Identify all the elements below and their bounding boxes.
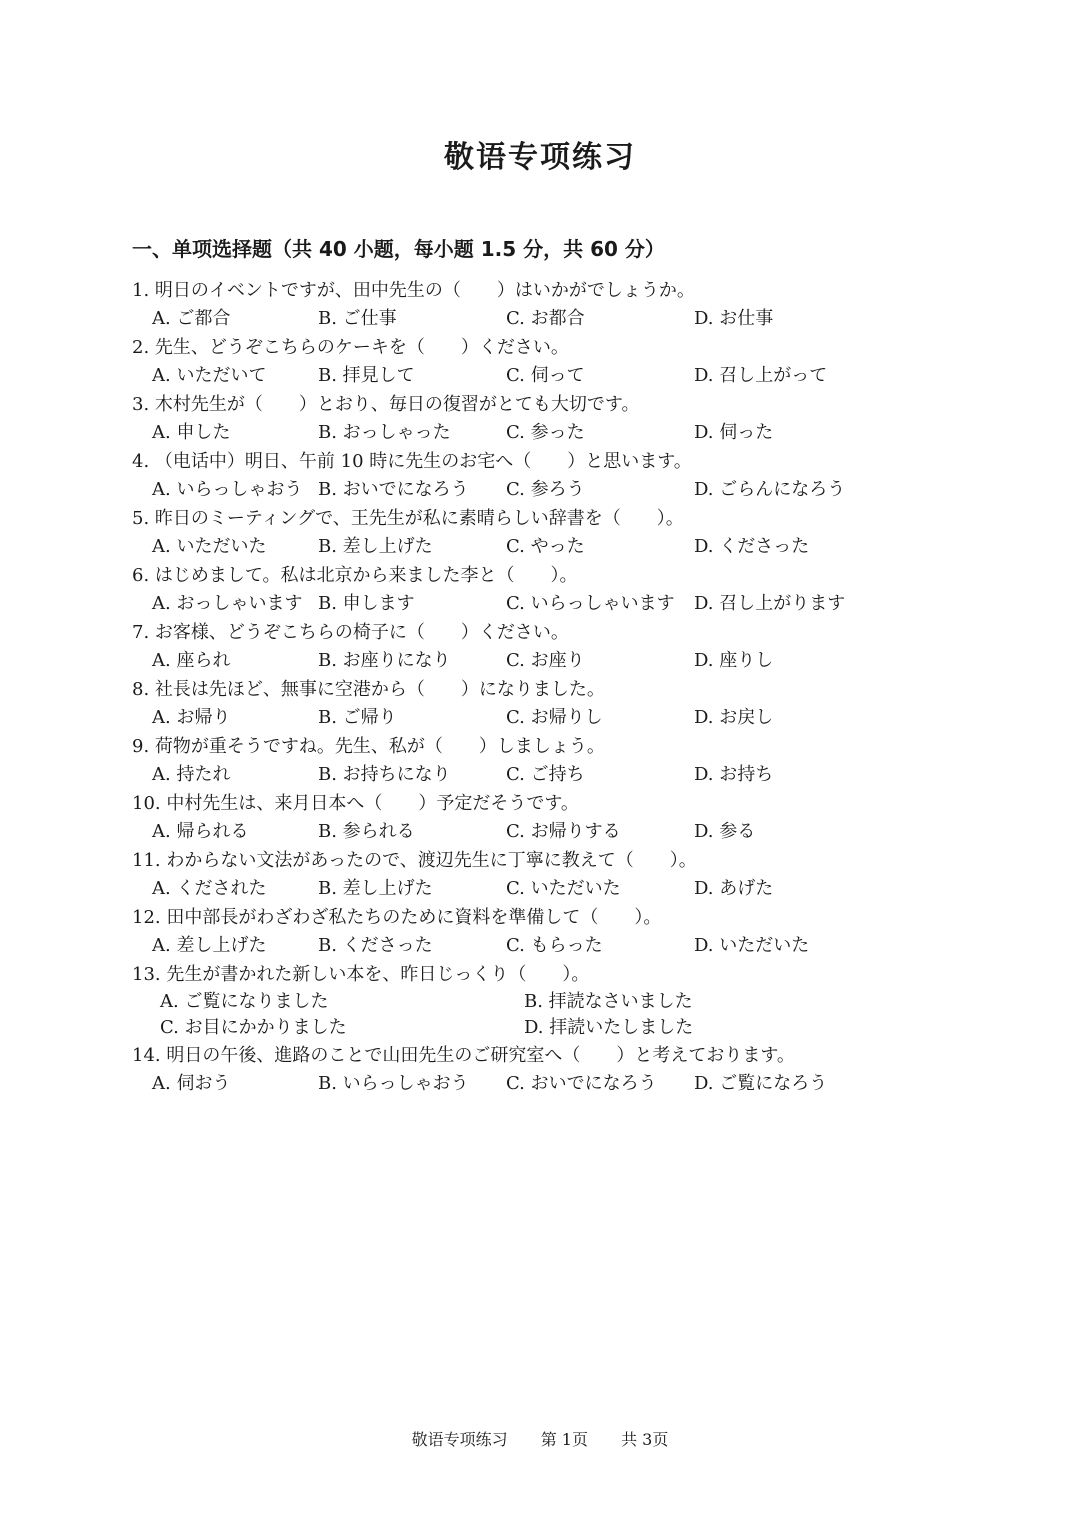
section-heading: 一、单项选择题（共 40 小题，每小题 1.5 分，共 60 分） [132, 237, 665, 261]
answer-option: C. お帰りし [506, 707, 603, 728]
question-stem: 6. はじめまして。私は北京から来ました李と（ ）。 [132, 565, 578, 586]
answer-option: D. 召し上がります [694, 593, 846, 614]
question-stem: 3. 木村先生が（ ）とおり、毎日の復習がとても大切です。 [132, 394, 640, 415]
answer-option: B. ご仕事 [318, 308, 397, 329]
answer-option: B. 拝見して [318, 365, 415, 386]
answer-option: C. お目にかかりました [160, 1017, 347, 1038]
question-item [132, 561, 1012, 618]
question-stem: 2. 先生、どうぞこちらのケーキを（ ）ください。 [132, 337, 569, 358]
answer-option: A. 座られ [152, 650, 231, 671]
option-row [132, 476, 1012, 504]
question-item [132, 789, 1012, 846]
answer-option: B. 差し上げた [318, 878, 433, 899]
question-item [132, 732, 1012, 789]
answer-option: C. 参った [506, 422, 585, 443]
answer-option: B. くださった [318, 935, 433, 956]
answer-option: D. お持ち [694, 764, 774, 785]
answer-option: B. 拝読なさいました [524, 991, 693, 1012]
answer-option: C. お座り [506, 650, 585, 671]
answer-option: D. 召し上がって [694, 365, 828, 386]
question-stem: 12. 田中部長がわざわざ私たちのために資料を準備して（ ）。 [132, 907, 662, 928]
question-item [132, 504, 1012, 561]
answer-option: D. ご覧になろう [694, 1073, 828, 1094]
answer-option: A. 申した [152, 422, 231, 443]
answer-option: B. おいでになろう [318, 479, 469, 500]
answer-option: A. 伺おう [152, 1073, 231, 1094]
question-stem: 7. お客様、どうぞこちらの椅子に（ ）ください。 [132, 622, 569, 643]
option-row [132, 1070, 1012, 1098]
answer-option: D. あげた [694, 878, 774, 899]
answer-option: A. いらっしゃおう [152, 479, 303, 500]
answer-option: A. いただいて [152, 365, 267, 386]
answer-option: D. くださった [694, 536, 810, 557]
question-stem: 5. 昨日のミーティングで、王先生が私に素晴らしい辞書を（ ）。 [132, 508, 684, 529]
question-stem: 11. わからない文法があったので、渡辺先生に丁寧に教えて（ ）。 [132, 850, 697, 871]
footer-page-total: 共 3页 [621, 1430, 669, 1449]
answer-option: A. 持たれ [152, 764, 231, 785]
answer-option: A. くだされた [152, 878, 267, 899]
question-stem: 4. （电话中）明日、午前 10 時に先生のお宅へ（ ）と思います。 [132, 451, 692, 472]
option-row [132, 704, 1012, 732]
question-list [132, 276, 1012, 1098]
answer-option: A. 帰られる [152, 821, 249, 842]
option-row [132, 875, 1012, 903]
answer-option: D. ごらんになろう [694, 479, 846, 500]
answer-option: A. お帰り [152, 707, 231, 728]
answer-option: B. ご帰り [318, 707, 397, 728]
option-row [132, 1015, 1012, 1041]
option-row [132, 818, 1012, 846]
answer-option: B. おっしゃった [318, 422, 451, 443]
question-item [132, 960, 1012, 1041]
question-stem: 13. 先生が書かれた新しい本を、昨日じっくり（ ）。 [132, 964, 590, 985]
option-row [132, 419, 1012, 447]
answer-option: B. 申します [318, 593, 415, 614]
answer-option: D. 拝読いたしました [524, 1017, 694, 1038]
option-row [132, 932, 1012, 960]
answer-option: B. いらっしゃおう [318, 1073, 469, 1094]
answer-option: C. ご持ち [506, 764, 585, 785]
answer-option: A. ご覧になりました [160, 991, 329, 1012]
answer-option: C. 参ろう [506, 479, 585, 500]
footer-page-number: 第 1页 [540, 1430, 588, 1449]
answer-option: D. いただいた [694, 935, 810, 956]
answer-option: D. 座りし [694, 650, 774, 671]
option-row [132, 761, 1012, 789]
answer-option: C. 伺って [506, 365, 585, 386]
question-item [132, 276, 1012, 333]
option-row [132, 647, 1012, 675]
question-stem: 14. 明日の午後、進路のことで山田先生のご研究室へ（ ）と考えております。 [132, 1045, 795, 1066]
question-stem: 9. 荷物が重そうですね。先生、私が（ ）しましょう。 [132, 736, 605, 757]
option-row [132, 989, 1012, 1015]
question-stem: 1. 明日のイベントですが、田中先生の（ ）はいかがでしょうか。 [132, 280, 695, 301]
question-stem: 10. 中村先生は、来月日本へ（ ）予定だそうです。 [132, 793, 579, 814]
question-item [132, 675, 1012, 732]
question-stem: 8. 社長は先ほど、無事に空港から（ ）になりました。 [132, 679, 605, 700]
question-item [132, 390, 1012, 447]
answer-option: C. いただいた [506, 878, 621, 899]
answer-option: B. 参られる [318, 821, 415, 842]
answer-option: C. もらった [506, 935, 603, 956]
page-title: 敬语专项练习 [444, 140, 636, 175]
option-row [132, 305, 1012, 333]
answer-option: A. 差し上げた [152, 935, 267, 956]
answer-option: C. いらっしゃいます [506, 593, 675, 614]
answer-option: B. お持ちになり [318, 764, 451, 785]
answer-option: C. お帰りする [506, 821, 621, 842]
option-row [132, 590, 1012, 618]
answer-option: D. お戻し [694, 707, 774, 728]
question-item [132, 903, 1012, 960]
answer-option: B. 差し上げた [318, 536, 433, 557]
option-row [132, 533, 1012, 561]
question-item [132, 447, 1012, 504]
question-item [132, 333, 1012, 390]
answer-option: D. お仕事 [694, 308, 774, 329]
page-footer [0, 1427, 1080, 1450]
question-item [132, 846, 1012, 903]
question-item [132, 618, 1012, 675]
footer-doc-title: 敬语专项练习 [411, 1430, 508, 1449]
question-item [132, 1041, 1012, 1098]
answer-option: D. 参る [694, 821, 756, 842]
option-row [132, 362, 1012, 390]
answer-option: A. おっしゃいます [152, 593, 303, 614]
answer-option: A. ご都合 [152, 308, 231, 329]
answer-option: A. いただいた [152, 536, 267, 557]
answer-option: C. お都合 [506, 308, 585, 329]
answer-option: C. やった [506, 536, 585, 557]
answer-option: B. お座りになり [318, 650, 451, 671]
answer-option: D. 伺った [694, 422, 774, 443]
answer-option: C. おいでになろう [506, 1073, 657, 1094]
